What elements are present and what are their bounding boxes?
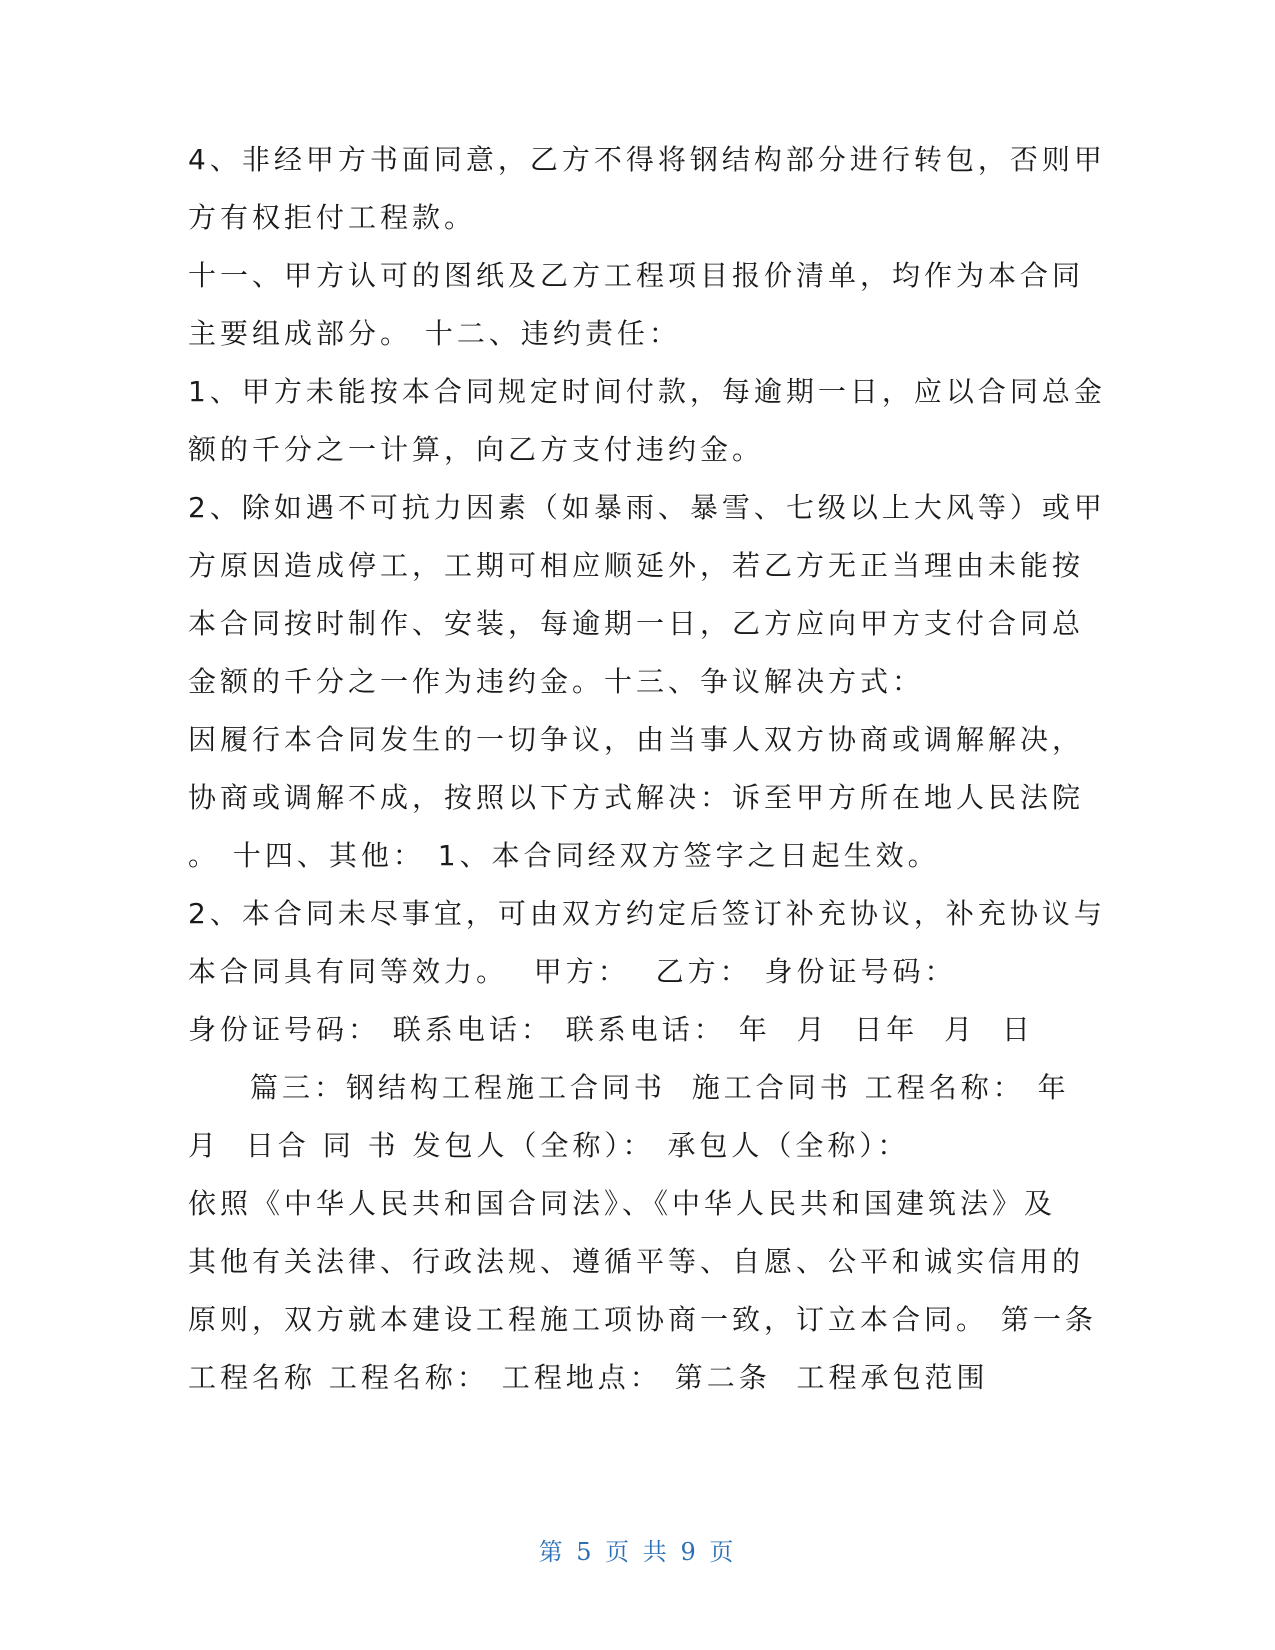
- page-number-footer: 第 5 页 共 9 页: [538, 1538, 737, 1566]
- text-line: 协商或调解不成，按照以下方式解决：诉至甲方所在地人民法院: [188, 781, 1085, 814]
- text-line: 主要组成部分。 十二、违约责任：: [188, 317, 681, 350]
- text-line: 4、非经甲方书面同意，乙方不得将钢结构部分进行转包，否则甲: [188, 143, 1106, 176]
- text-line: 本合同按时制作、安装，每逾期一日，乙方应向甲方支付合同总: [188, 607, 1085, 640]
- text-line: 额的千分之一计算，向乙方支付违约金。: [188, 433, 765, 466]
- text-line: 月 日合 同 书 发包人（全称）： 承包人（全称）：: [188, 1129, 910, 1162]
- text-line: 其他有关法律、行政法规、遵循平等、自愿、公平和诚实信用的: [188, 1245, 1085, 1278]
- text-line: 因履行本合同发生的一切争议，由当事人双方协商或调解解决，: [188, 723, 1085, 756]
- section-heading-line: 篇三：钢结构工程施工合同书 施工合同书 工程名称： 年: [250, 1071, 1070, 1104]
- text-line: 金额的千分之一作为违约金。十三、争议解决方式：: [188, 665, 925, 698]
- text-line: 。 十四、其他： 1、本合同经双方签字之日起生效。: [188, 839, 940, 872]
- text-line: 依照《中华人民共和国合同法》、《中华人民共和国建筑法》及: [188, 1187, 1057, 1220]
- text-line: 2、本合同未尽事宜，可由双方约定后签订补充协议，补充协议与: [188, 897, 1106, 930]
- text-line: 本合同具有同等效力。 甲方： 乙方： 身份证号码：: [188, 955, 957, 988]
- text-line: 原则，双方就本建设工程施工项协商一致，订立本合同。 第一条: [188, 1303, 1097, 1336]
- text-line: 身份证号码： 联系电话： 联系电话： 年 月 日年 月 日: [188, 1013, 1034, 1046]
- text-line: 2、除如遇不可抗力因素（如暴雨、暴雪、七级以上大风等）或甲: [188, 491, 1106, 524]
- text-line: 十一、甲方认可的图纸及乙方工程项目报价清单，均作为本合同: [188, 259, 1085, 292]
- text-line: 1、甲方未能按本合同规定时间付款，每逾期一日，应以合同总金: [188, 375, 1106, 408]
- text-line: 方有权拒付工程款。: [188, 201, 477, 234]
- text-line: 方原因造成停工，工期可相应顺延外，若乙方无正当理由未能按: [188, 549, 1085, 582]
- text-line: 工程名称 工程名称： 工程地点： 第二条 工程承包范围: [188, 1361, 989, 1394]
